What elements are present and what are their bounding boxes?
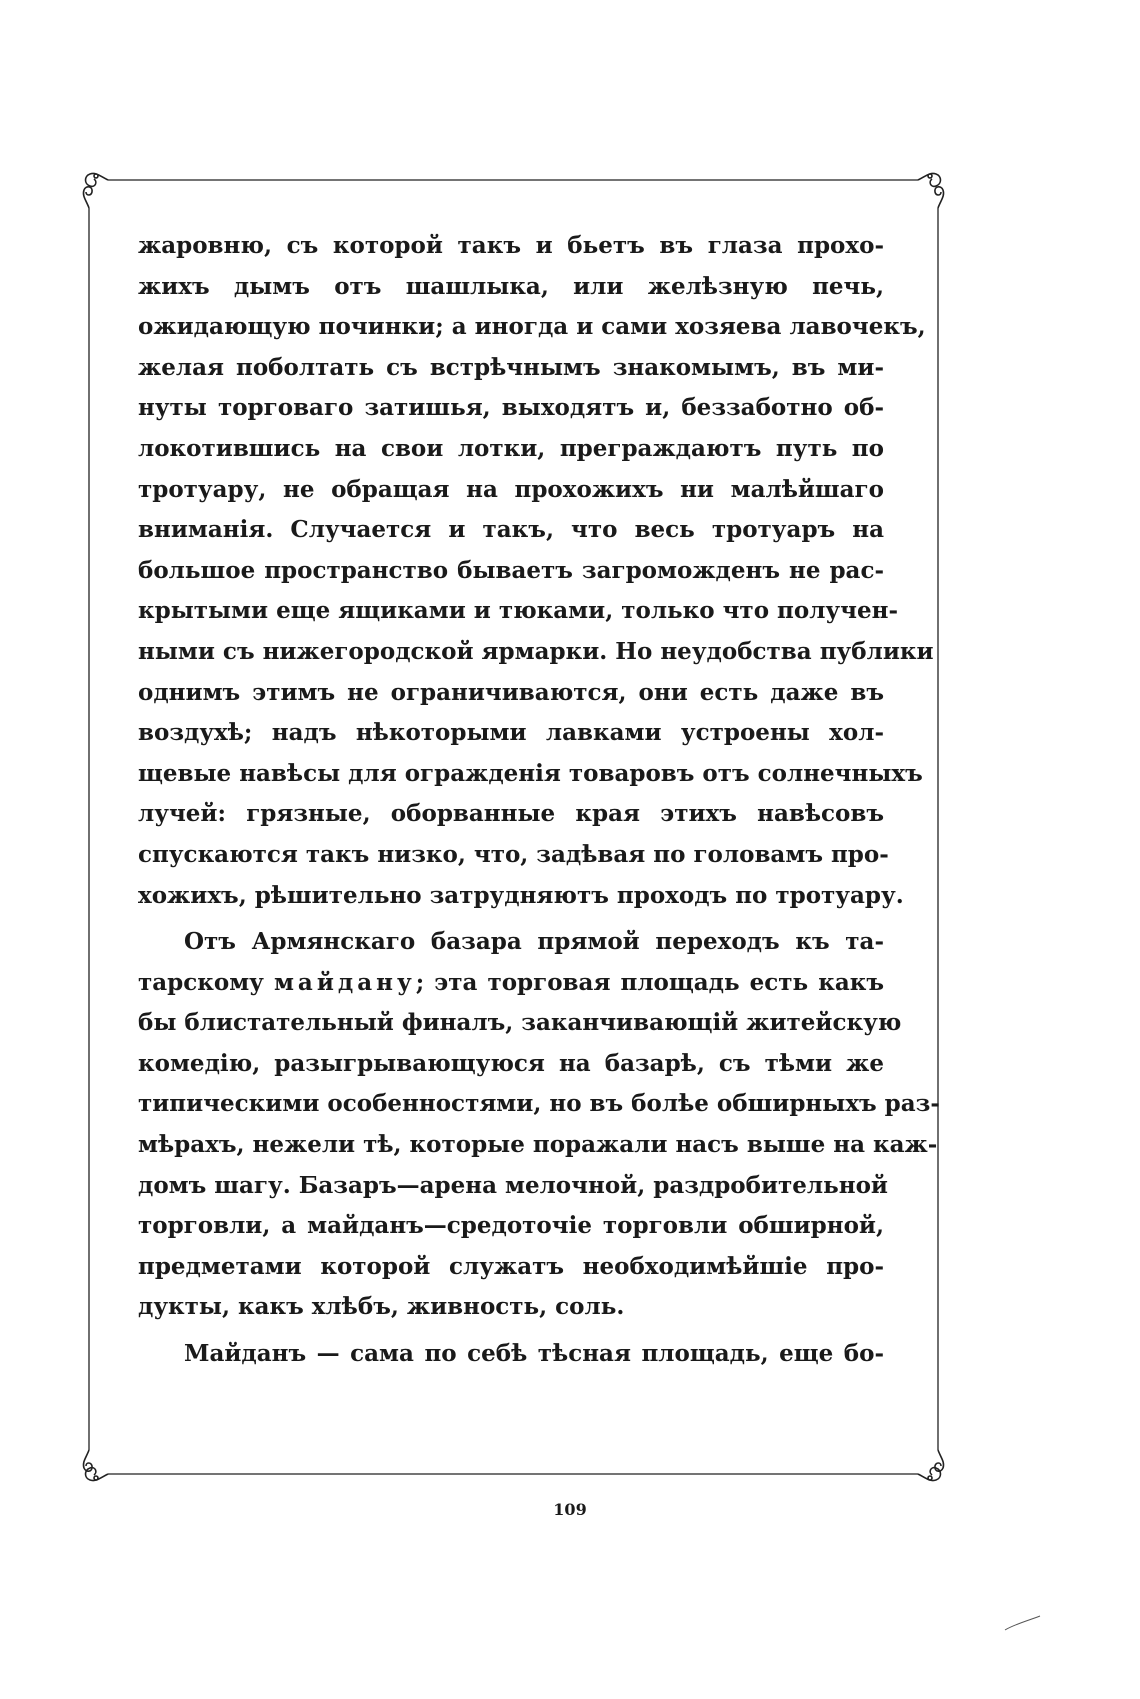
text-line: Майданъ — сама по себѣ тѣсная площадь, еще бо- [184, 1340, 884, 1368]
text-line: нуты торговаго затишья, выходятъ и, беззаботно об- [138, 394, 884, 422]
text-line: домъ шагу. Базаръ—арена мелочной, раздробительной [138, 1171, 888, 1199]
text-line: ными съ нижегородской ярмарки. Но неудобства публики [138, 637, 934, 665]
text-line: лучей: грязные, оборванные края этихъ навѣсовъ [138, 800, 884, 828]
text-fragment: тарскому [138, 968, 274, 996]
text-line: желая поболтать съ встрѣчнымъ знакомымъ, въ ми- [138, 353, 884, 381]
emphasized-word: майдану [273, 968, 416, 996]
text-line: предметами которой служатъ необходимѣйшіе про- [138, 1252, 884, 1280]
text-line: однимъ этимъ не ограничиваются, они есть даже въ [138, 678, 884, 706]
text-line: тротуару, не обращая на прохожихъ ни малѣйшаго [138, 475, 884, 503]
text-line: дукты, какъ хлѣбъ, живность, соль. [138, 1293, 625, 1321]
text-line: типическими особенностями, но въ болѣе обширныхъ раз- [138, 1090, 940, 1118]
text-line: ожидающую починки; а иногда и сами хозяева лавочекъ, [138, 313, 926, 341]
page-number: 109 [553, 1500, 587, 1519]
corner-ornament-top-right [918, 173, 944, 208]
text-line: бы блистательный финалъ, заканчивающій житейскую [138, 1009, 902, 1037]
text-fragment: ; эта торговая площадь есть какъ [415, 968, 884, 996]
text-line: торговли, а майданъ—средоточіе торговли обширной, [138, 1212, 884, 1240]
page-body [138, 226, 940, 1375]
paragraph-1 [138, 226, 934, 916]
text-line: локотившись на свои лотки, преграждаютъ путь по [138, 434, 884, 462]
corner-ornament-bottom-right [918, 1450, 944, 1481]
text-line [138, 963, 884, 1004]
text-line: Отъ Армянскаго базара прямой переходъ къ та- [184, 928, 884, 956]
stray-pencil-mark [1005, 1616, 1040, 1630]
text-line: жихъ дымъ отъ шашлыка, или желѣзную печь, [138, 272, 884, 300]
corner-ornament-top-left [83, 173, 108, 208]
text-line: мѣрахъ, нежели тѣ, которые поражали насъ выше на каж- [138, 1131, 938, 1159]
paragraph-2 [138, 922, 940, 1328]
text-line: спускаются такъ низко, что, задѣвая по головамъ про- [138, 840, 889, 868]
paragraph-3 [138, 1334, 884, 1375]
text-line: щевые навѣсы для огражденія товаровъ отъ солнечныхъ [138, 759, 923, 787]
text-line: крытыми еще ящиками и тюками, только что получен- [138, 597, 898, 625]
text-line: воздухѣ; надъ нѣкоторыми лавками устроены хол- [138, 719, 884, 747]
corner-ornament-bottom-left [83, 1450, 108, 1481]
text-line: большое пространство бываетъ загроможденъ не рас- [138, 556, 884, 584]
text-line: вниманія. Случается и такъ, что весь тротуаръ на [138, 516, 884, 544]
text-line: жаровню, съ которой такъ и бьетъ въ глаза прохо- [138, 232, 884, 259]
text-line: хожихъ, рѣшительно затрудняютъ проходъ по тротуару. [138, 881, 904, 909]
text-line: комедію, разыгрывающуюся на базарѣ, съ тѣми же [138, 1049, 884, 1077]
